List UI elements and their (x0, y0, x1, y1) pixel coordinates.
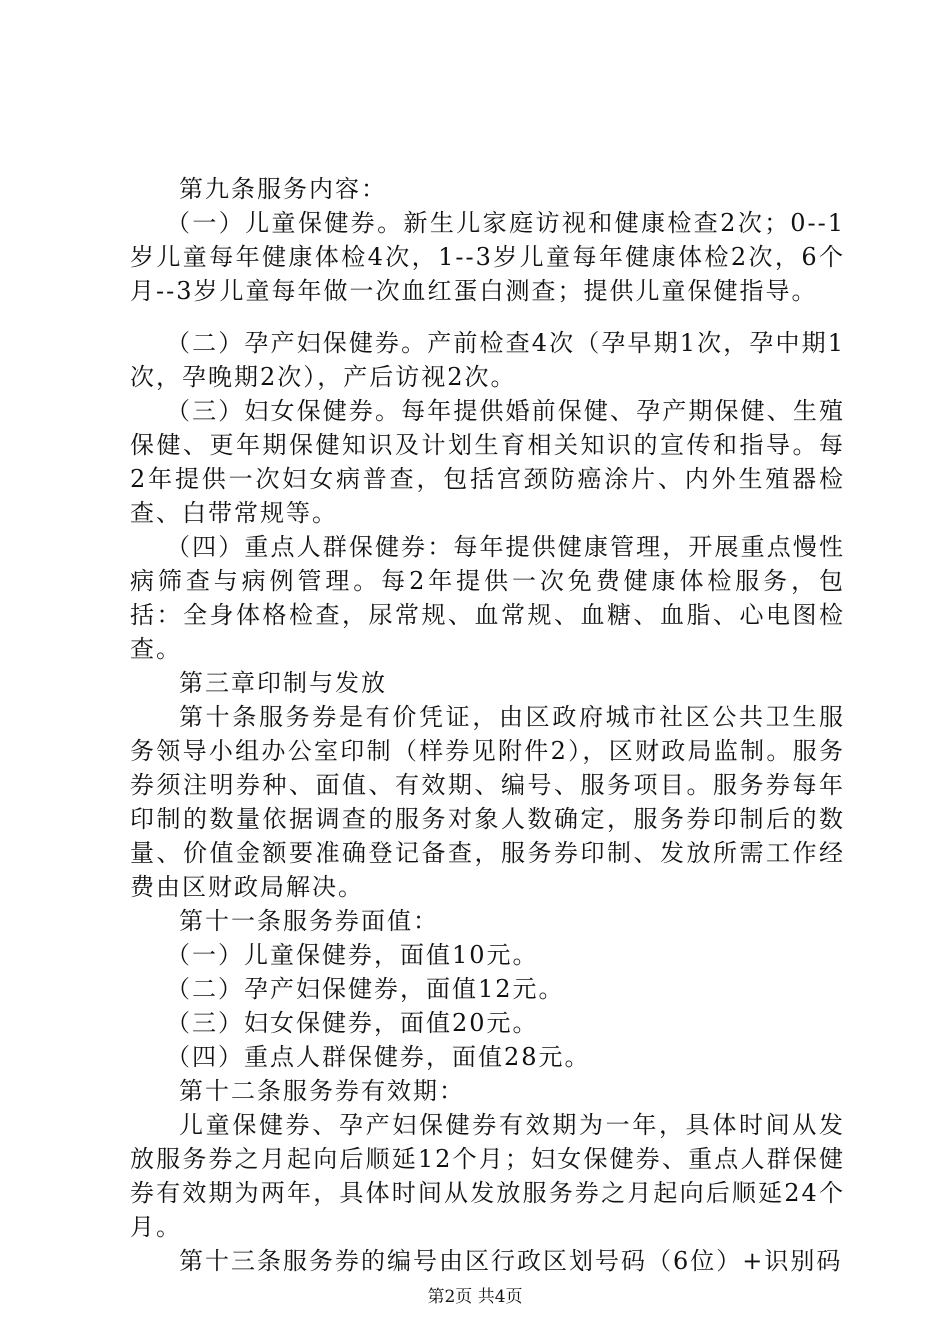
paragraph-gap (130, 308, 845, 326)
article-10: 第十条服务券是有价凭证，由区政府城市社区公共卫生服务领导小组办公室印制（样券见附件2），区财政局监制。服务券须注明券种、面值、有效期、编号、服务项目。服务券每年印制的数量依据调查的服务对象人数确定，服务券印制后的数量、价值金额要准确登记备查，服务券印制、发放所需工作经费由区财政局解决。 (130, 703, 845, 901)
article-13: 第十三条服务券的编号由区行政区划号码（6位）+识别码 (179, 1247, 843, 1275)
article-11-item-3: （三）妇女保健券，面值20元。 (166, 1009, 539, 1037)
article-11-heading: 第十一条服务券面值： (179, 907, 439, 935)
article-9-item-2: （二）孕产妇保健券。产前检查4次（孕早期1次，孕中期1次，孕晚期2次），产后访视2次。 (130, 329, 845, 391)
article-11-item-1: （一）儿童保健券，面值10元。 (166, 941, 539, 969)
article-9-heading: 第九条服务内容： (179, 175, 387, 203)
page-footer: 第2页 共4页 (427, 1287, 523, 1307)
article-11-item-4: （四）重点人群保健券，面值28元。 (166, 1043, 591, 1071)
document-body (130, 172, 845, 1278)
article-9-item-3: （三）妇女保健券。每年提供婚前保健、孕产期保健、生殖保健、更年期保健知识及计划生育相关知识的宣传和指导。每2年提供一次妇女病普查，包括宫颈防癌涂片、内外生殖器检查、白带常规等。 (130, 397, 845, 527)
article-11-item-2: （二）孕产妇保健券，面值12元。 (166, 975, 565, 1003)
article-12-body: 儿童保健券、孕产妇保健券有效期为一年，具体时间从发放服务券之月起向后顺延12个月；妇女保健券、重点人群保健券有效期为两年，具体时间从发放服务券之月起向后顺延24个月。 (130, 1111, 845, 1241)
article-12-heading: 第十二条服务券有效期： (179, 1077, 465, 1105)
chapter-3-heading: 第三章印制与发放 (179, 669, 387, 697)
article-9-item-1: （一）儿童保健券。新生儿家庭访视和健康检查2次；0--1岁儿童每年健康体检4次，1--3岁儿童每年健康体检2次，6个月--3岁儿童每年做一次血红蛋白测查；提供儿童保健指导。 (130, 209, 845, 305)
article-9-item-4: （四）重点人群保健券：每年提供健康管理，开展重点慢性病筛查与病例管理。每2年提供一次免费健康体检服务，包括：全身体格检查，尿常规、血常规、血糖、血脂、心电图检查。 (130, 533, 845, 663)
